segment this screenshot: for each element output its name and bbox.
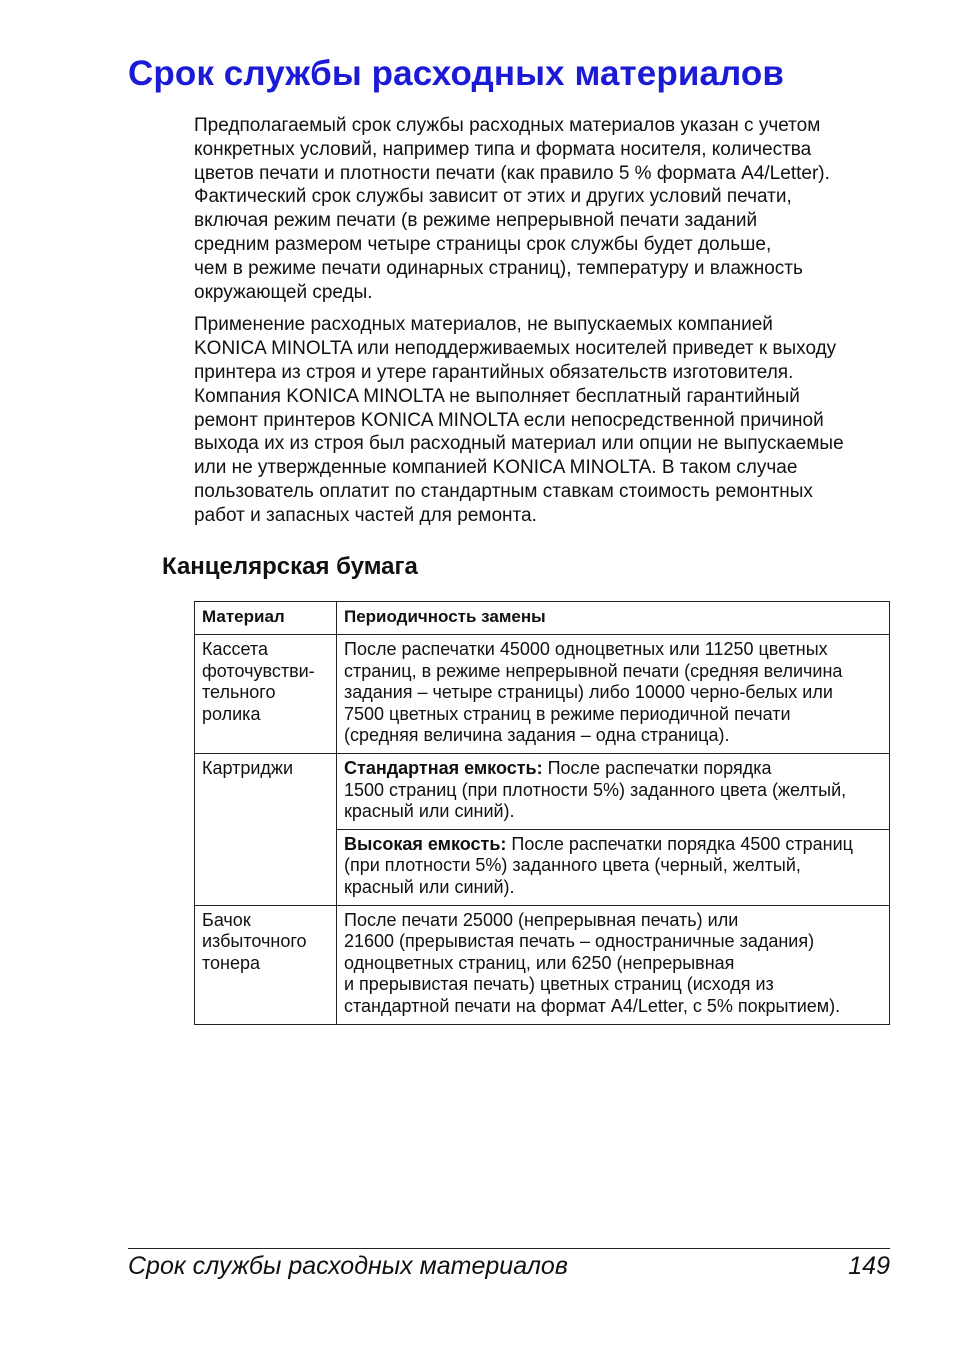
high-capacity-text: После распечатки порядка 4500 страниц xyxy=(506,833,853,854)
intro-paragraph xyxy=(194,114,894,304)
text-line: включая режим печати (в режиме непрерывной печати заданий xyxy=(194,210,758,232)
material-line: тонера xyxy=(202,952,261,973)
material-line: ролика xyxy=(202,703,261,724)
period-line xyxy=(344,834,883,856)
header-material: Материал xyxy=(195,602,337,635)
material-cell xyxy=(195,753,337,905)
period-line: задания – четыре страницы) либо 10000 черно-белых или xyxy=(344,682,833,703)
text-line: работ и запасных частей для ремонта. xyxy=(194,504,537,526)
standard-capacity-label: Стандартная емкость: xyxy=(344,757,543,778)
period-cell xyxy=(337,635,890,754)
material-line: Бачок xyxy=(202,909,251,930)
period-line: и прерывистая печать) цветных страниц (исходя из xyxy=(344,974,774,995)
material-line: избыточного xyxy=(202,931,307,952)
standard-capacity-text: После распечатки порядка xyxy=(542,757,772,778)
period-cell xyxy=(337,905,890,1024)
footer-divider xyxy=(128,1248,890,1249)
period-line: 21600 (прерывистая печать – одностраничные задания) xyxy=(344,931,815,952)
text-line: цветов печати и плотности печати (как правило 5 % формата A4/Letter). xyxy=(194,162,830,184)
high-capacity-label: Высокая емкость: xyxy=(344,833,507,854)
period-cell-high xyxy=(337,829,890,905)
text-line: окружающей среды. xyxy=(194,281,373,303)
text-line: Предполагаемый срок службы расходных материалов указан с учетом xyxy=(194,115,821,136)
period-line: одноцветных страниц, или 6250 (непрерывная xyxy=(344,952,735,973)
text-line: Применение расходных материалов, не выпускаемых компанией xyxy=(194,314,773,336)
text-line: или не утвержденные компанией KONICA MINOLTA. В таком случае xyxy=(194,457,798,479)
warranty-paragraph xyxy=(194,313,894,527)
table-row xyxy=(195,753,890,829)
material-line: Картриджи xyxy=(202,757,294,778)
period-line: красный или синий). xyxy=(344,876,515,897)
section-title: Канцелярская бумага xyxy=(162,553,418,580)
text-line: Компания KONICA MINOLTA не выполняет бесплатный гарантийный xyxy=(194,385,800,407)
period-line: 1500 страниц (при плотности 5%) заданного цвета (желтый, xyxy=(344,779,847,800)
period-cell-standard xyxy=(337,753,890,829)
text-line: чем в режиме печати одинарных страниц), температуру и влажность xyxy=(194,257,803,279)
period-line: 7500 цветных страниц в режиме периодичной печати xyxy=(344,703,791,724)
table-row xyxy=(195,905,890,1024)
text-line: KONICA MINOLTA или неподдерживаемых носителей приведет к выходу xyxy=(194,338,837,360)
text-line: конкретных условий, например типа и формата носителя, количества xyxy=(194,138,812,160)
page-title: Срок службы расходных материалов xyxy=(128,54,784,93)
material-cell xyxy=(195,635,337,754)
header-period: Периодичность замены xyxy=(337,602,890,635)
period-line: красный или синий). xyxy=(344,801,515,822)
period-line: страниц, в режиме непрерывной печати (средняя величина xyxy=(344,660,843,681)
text-line: пользователь оплатит по стандартным ставкам стоимость ремонтных xyxy=(194,480,813,502)
table-row xyxy=(195,635,890,754)
body-text xyxy=(194,114,894,537)
text-line: Фактический срок службы зависит от этих и других условий печати, xyxy=(194,186,792,208)
text-line: выхода их из строя был расходный материал или опции не выпускаемые xyxy=(194,433,844,455)
text-line: средним размером четыре страницы срок службы будет дольше, xyxy=(194,233,772,255)
footer-title: Срок службы расходных материалов xyxy=(128,1252,568,1280)
material-line: тельного xyxy=(202,682,276,703)
page-number: 149 xyxy=(848,1252,890,1280)
period-line: (при плотности 5%) заданного цвета (черный, желтый, xyxy=(344,855,801,876)
replacement-table xyxy=(194,601,890,1025)
period-line: После печати 25000 (непрерывная печать) или xyxy=(344,909,739,930)
material-line: Кассета xyxy=(202,639,268,659)
period-line: стандартной печати на формат A4/Letter, с 5% покрытием). xyxy=(344,995,841,1016)
period-line xyxy=(344,758,883,780)
period-line: (средняя величина задания – одна страница). xyxy=(344,725,730,746)
text-line: принтера из строя и утере гарантийных обязательств изготовителя. xyxy=(194,361,794,383)
period-line: После распечатки 45000 одноцветных или 11250 цветных xyxy=(344,639,828,659)
table-header-row xyxy=(195,602,890,635)
material-cell xyxy=(195,905,337,1024)
text-line: ремонт принтеров KONICA MINOLTA если непосредственной причиной xyxy=(194,409,824,431)
material-line: фоточувстви- xyxy=(202,660,315,681)
